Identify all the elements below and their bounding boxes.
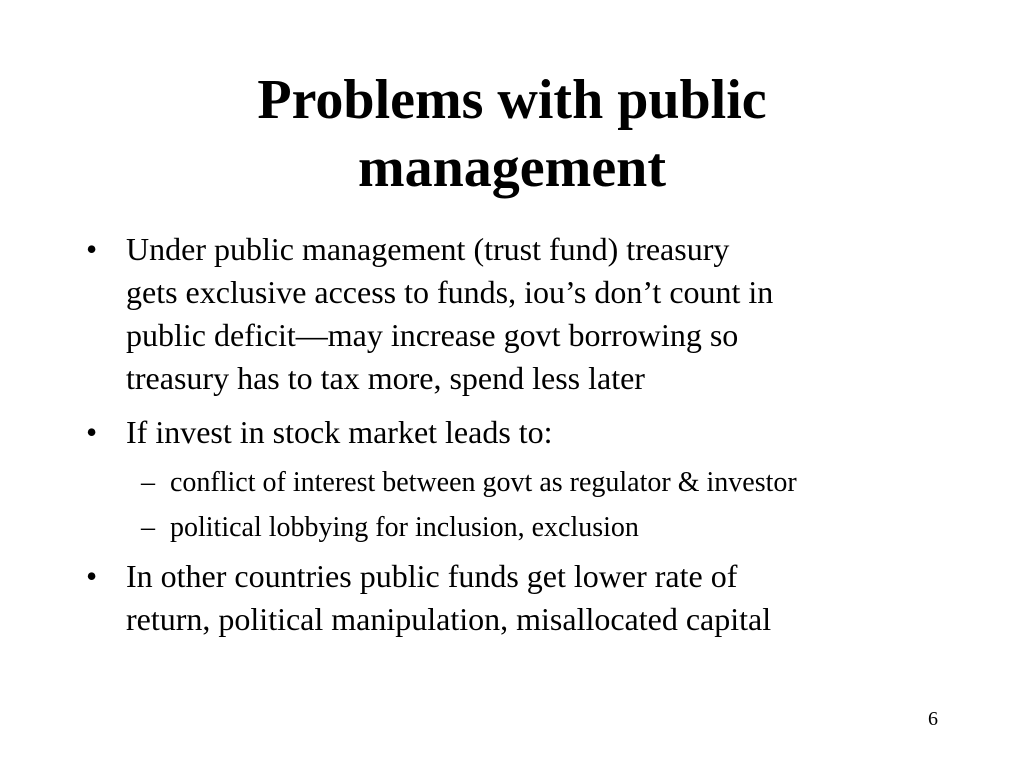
bullet-line: return, political manipulation, misallocated capital bbox=[126, 601, 772, 637]
slide-body bbox=[86, 228, 966, 652]
bullet-line: Under public management (trust fund) treasury bbox=[126, 231, 730, 267]
bullet-marker: • bbox=[86, 558, 98, 594]
bullet-line: If invest in stock market leads to: bbox=[126, 414, 553, 450]
bullet-item bbox=[86, 228, 966, 400]
sub-bullet-marker: – bbox=[141, 512, 155, 543]
bullet-line: In other countries public funds get lower rate of bbox=[126, 558, 738, 594]
bullet-marker: • bbox=[86, 231, 98, 267]
sub-bullet-text: political lobbying for inclusion, exclusion bbox=[170, 512, 639, 543]
bullet-text bbox=[126, 555, 966, 641]
bullet-text bbox=[126, 411, 966, 454]
bullet-line: treasury has to tax more, spend less later bbox=[126, 360, 645, 396]
slide-title bbox=[112, 66, 912, 202]
bullet-item bbox=[86, 555, 966, 641]
sub-bullet-text: conflict of interest between govt as regulator & investor bbox=[170, 467, 797, 498]
slide-title-line: management bbox=[358, 137, 666, 199]
sub-bullet-item bbox=[86, 465, 966, 501]
bullet-text bbox=[126, 228, 966, 400]
bullet-line: gets exclusive access to funds, iou’s don’t count in bbox=[126, 274, 774, 310]
bullet-marker: • bbox=[86, 414, 98, 450]
sub-bullet-item bbox=[86, 510, 966, 546]
page-number: 6 bbox=[928, 708, 938, 730]
slide-title-line: Problems with public bbox=[257, 69, 767, 131]
bullet-item bbox=[86, 411, 966, 454]
bullet-line: public deficit—may increase govt borrowing so bbox=[126, 317, 739, 353]
sub-bullet-marker: – bbox=[141, 467, 155, 498]
